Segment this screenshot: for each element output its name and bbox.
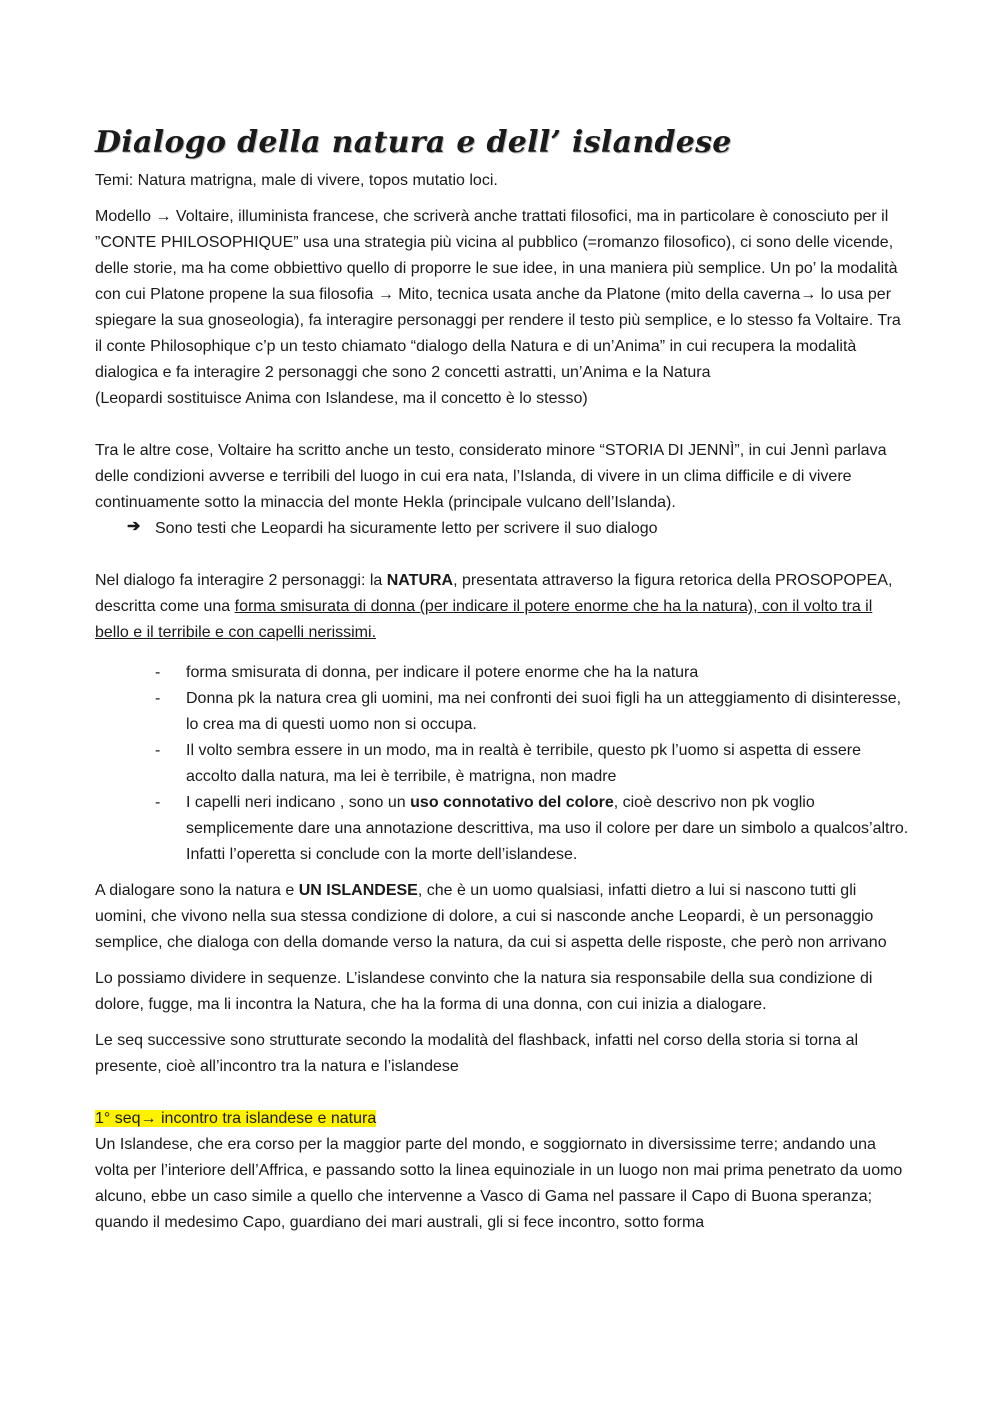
list-item: - Il volto sembra essere in un modo, ma in realtà è terribile, questo pk l’uomo si aspetta di essere accolto dalla natura, ma lei è terribile, è matrigna, non madre <box>155 742 861 785</box>
themes-line: Temi: Natura matrigna, male di vivere, topos mutatio loci. <box>95 172 498 189</box>
sequence-heading <box>95 1106 910 1132</box>
list-item: - forma smisurata di donna, per indicare il potere enorme che ha la natura <box>155 664 699 681</box>
arrow-bullet-text: Sono testi che Leopardi ha sicuramente letto per scrivere il suo dialogo <box>155 520 658 537</box>
highlighted-text: 1° seq→ incontro tra islandese e natura <box>95 1110 377 1127</box>
paragraph-model: Modello → Voltaire, illuminista francese, che scriverà anche trattati filosofici, ma in particolare è conosciuto per il ”CONTE PHILOSOPHIQUE” usa una strategia più vicina al pubblico (=romanzo filosofico), ci sono delle vicende, delle storie, ma ha come obbiettivo quello di proporre le sue idee, in una maniera più semplice. Un po’ la modalità con cui Platone propene la sua filosofia → Mito, tecnica usata anche da Platone (mito della caverna→ lo usa per spiegare la sua gnoseologia), fa interagire personaggi per rendere il testo più semplice, e lo stesso fa Voltaire. Tra il conte Philosophique c’p un testo chiamato “dialogo della Natura e di un’Anima” in cui recupera la modalità dialogica e fa interagire 2 personaggi che sono 2 concetti astratti, un’Anima e la Natura <box>95 208 901 381</box>
paragraph-characters: Nel dialogo fa interagire 2 personaggi: la NATURA, presentata attraverso la figura retorica della PROSOPOPEA, descritta come una forma smisurata di donna (per indicare il potere enorme che ha la natura), con il volto tra il bello e il terribile e con capelli nerissimi. <box>95 572 893 641</box>
paragraph-note: (Leopardi sostituisce Anima con Islandese, ma il concetto è lo stesso) <box>95 390 588 407</box>
dash-list <box>95 660 910 868</box>
paragraph-jenni: Tra le altre cose, Voltaire ha scritto anche un testo, considerato minore “STORIA DI JENNÌ”, in cui Jennì parlava delle condizioni avverse e terribili del luogo in cui era nata, l’Islanda, di vivere in un clima difficile e di vivere continuamente sotto la minaccia del monte Hekla (principale vulcano dell’Islanda). <box>95 442 887 511</box>
document-title: Dialogo della natura e dell’ islandese <box>95 125 732 160</box>
paragraph-flashback: Le seq successive sono strutturate secondo la modalità del flashback, infatti nel corso della storia si torna al presente, cioè all’incontro tra la natura e l’islandese <box>95 1032 859 1075</box>
paragraph-islander: A dialogare sono la natura e UN ISLANDESE, che è un uomo qualsiasi, infatti dietro a lui si nascono tutti gli uomini, che vivono nella sua stessa condizione di dolore, a cui si nasconde anche Leopardi, è un personaggio semplice, che dialoga con della domande verso la natura, da cui si aspetta delle risposte, che però non arrivano <box>95 882 887 951</box>
arrow-bullet <box>127 516 910 542</box>
arrow-icon: ➔ <box>127 518 141 535</box>
paragraph-sequences: Lo possiamo dividere in sequenze. L’islandese convinto che la natura sia responsabile della sua condizione di dolore, fugge, ma li incontra la Natura, che ha la forma di una donna, con cui inizia a dialogare. <box>95 970 873 1013</box>
list-item: - Donna pk la natura crea gli uomini, ma nei confronti dei suoi figli ha un atteggiamento di disinteresse, lo crea ma di questi uomo non si occupa. <box>155 690 902 733</box>
sequence-text: Un Islandese, che era corso per la maggior parte del mondo, e soggiornato in diversissime terre; andando una volta per l’interiore dell’Affrica, e passando sotto la linea equinoziale in un luogo non mai prima penetrato da uomo alcuno, ebbe un caso simile a quello che intervenne a Vasco di Gama nel passare il Capo di Buona speranza; quando il medesimo Capo, guardiano dei mari australi, gli si fece incontro, sotto forma <box>95 1136 903 1231</box>
list-item: - I capelli neri indicano , sono un uso connotativo del colore, cioè descrivo non pk voglio semplicemente dare una annotazione descrittiva, ma uso il colore per dare un simbolo a qualcos’altro. Infatti l’operetta si conclude con la morte dell’islandese. <box>155 794 909 863</box>
document-page <box>95 118 910 1236</box>
underlined-text: forma smisurata di donna (per indicare il potere enorme che ha la natura), con il volto tra il bello e il terribile e con capelli nerissimi. <box>95 598 873 641</box>
